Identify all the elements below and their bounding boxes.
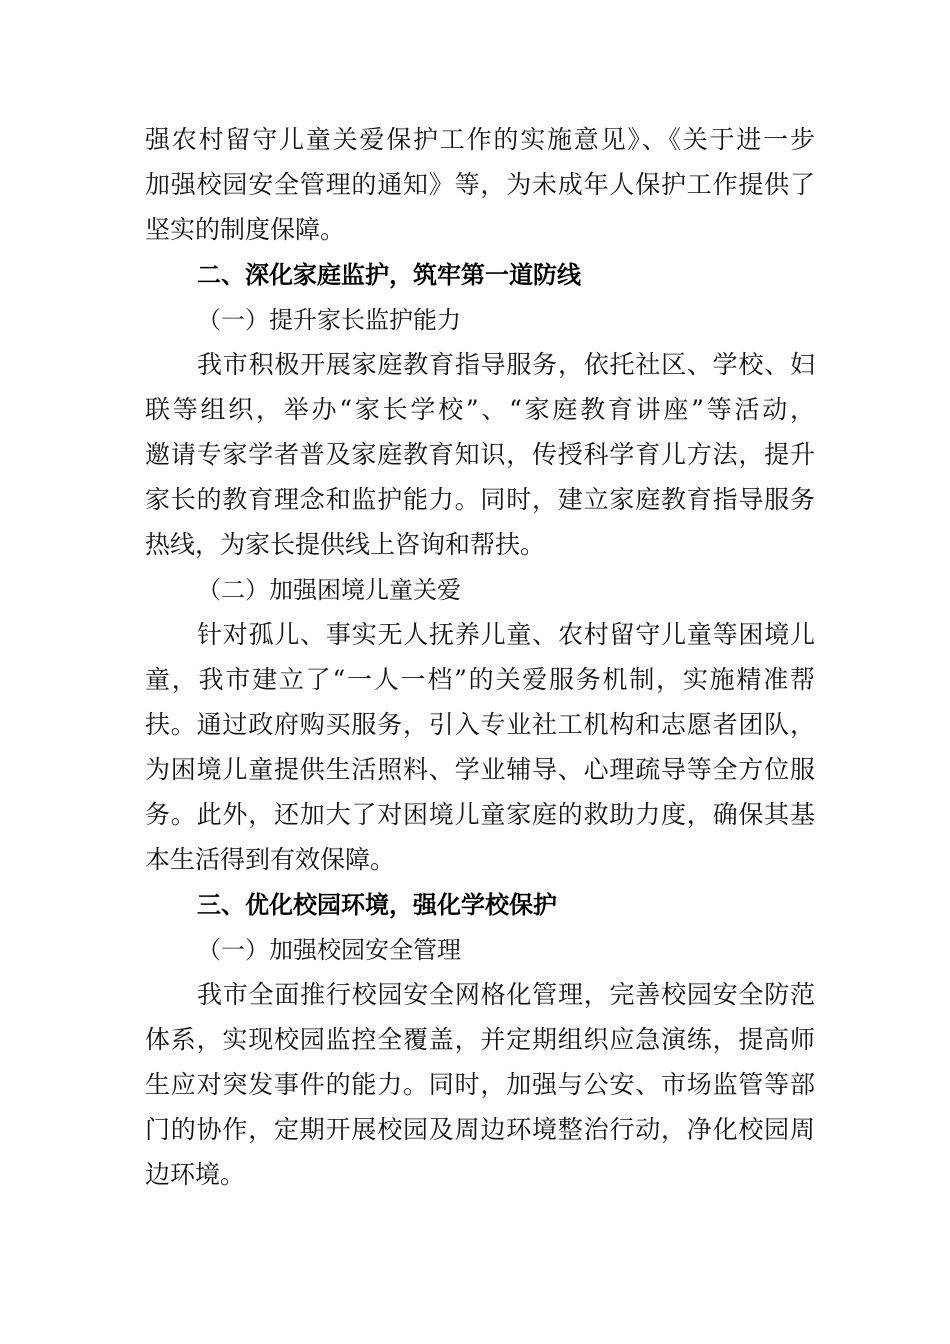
text-line: 扶。通过政府购买服务，引入专业社工机构和志愿者团队， [145,710,815,739]
text-line: 坚实的制度保障。 [145,215,346,244]
text-line: 体系，实现校园监控全覆盖，并定期组织应急演练，提高师 [145,1025,815,1054]
subsection-heading: （一）提升家长监护能力 [197,306,461,334]
text-line: 热线，为家长提供线上咨询和帮扶。 [145,530,546,559]
text-line: 边环境。 [145,1160,246,1189]
subsection-heading: （一）加强校园安全管理 [197,936,461,964]
text-line: 家长的教育理念和监护能力。同时，建立家庭教育指导服务 [145,485,815,514]
section-heading-2: 二、深化家庭监护，筑牢第一道防线 [197,261,581,289]
text-line: 务。此外，还加大了对困境儿童家庭的救助力度，确保其基 [145,800,815,829]
text-line: 加强校园安全管理的通知》等，为未成年人保护工作提供了 [145,170,815,199]
subsection-heading: （二）加强困境儿童关爱 [197,576,461,604]
text-line: 为困境儿童提供生活照料、学业辅导、心理疏导等全方位服 [145,755,815,784]
text-line: 本生活得到有效保障。 [145,845,396,874]
text-line: 生应对突发事件的能力。同时，加强与公安、市场监管等部 [145,1070,815,1099]
text-line: 门的协作，定期开展校园及周边环境整治行动，净化校园周 [145,1115,815,1144]
paragraph-first-line: 我市积极开展家庭教育指导服务，依托社区、学校、妇 [197,350,815,379]
text-line: 童，我市建立了“一人一档”的关爱服务机制，实施精准帮 [145,665,815,694]
paragraph-first-line: 我市全面推行校园安全网格化管理，完善校园安全防范 [197,980,815,1009]
text-line: 邀请专家学者普及家庭教育知识，传授科学育儿方法，提升 [145,440,815,469]
text-line: 联等组织，举办“家长学校”、“家庭教育讲座”等活动， [145,395,815,424]
paragraph-first-line: 针对孤儿、事实无人抚养儿童、农村留守儿童等困境儿 [197,620,815,649]
text-line: 强农村留守儿童关爱保护工作的实施意见》、《关于进一步 [145,125,815,154]
section-heading-3: 三、优化校园环境，强化学校保护 [197,891,557,919]
